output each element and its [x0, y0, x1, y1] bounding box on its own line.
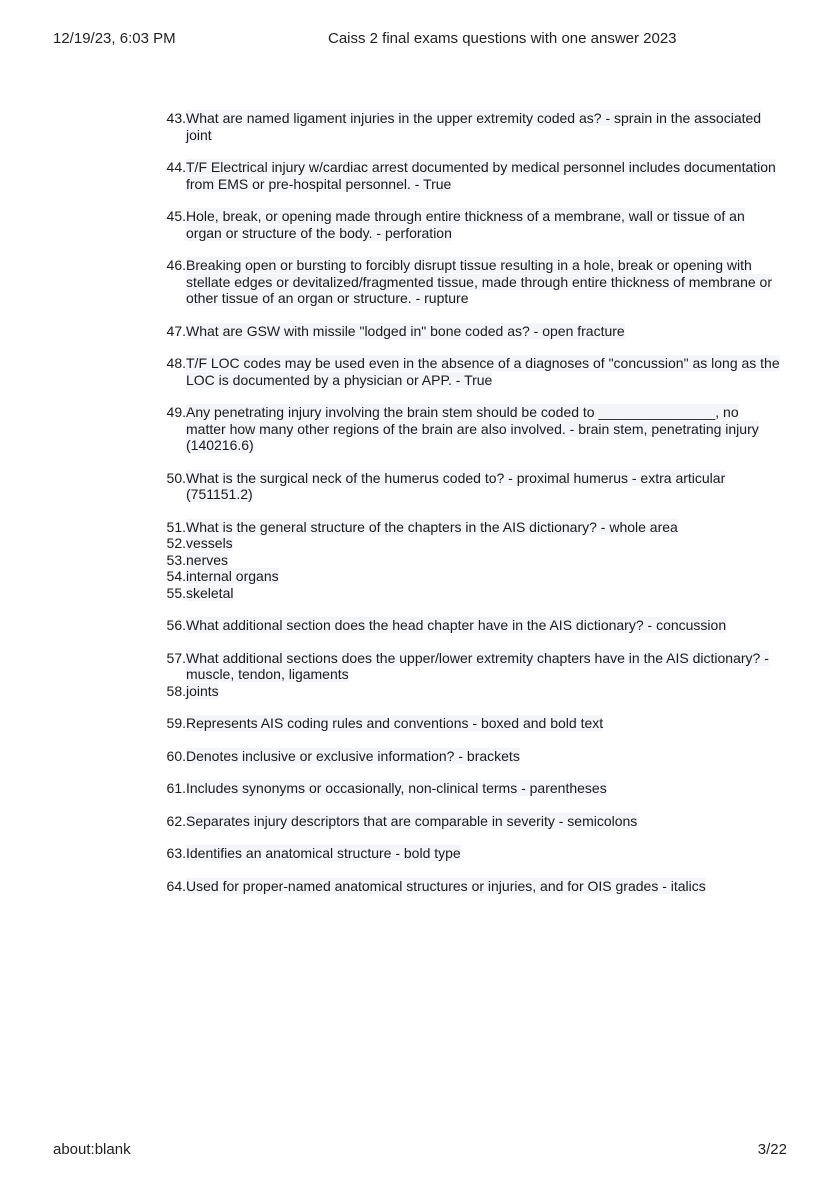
question-item — [160, 683, 780, 700]
question-item — [160, 470, 780, 503]
question-item — [160, 650, 780, 683]
print-datetime: 12/19/23, 6:03 PM — [53, 30, 176, 47]
question-item — [160, 404, 780, 454]
question-group — [160, 257, 780, 307]
question-group — [160, 470, 780, 503]
question-item — [160, 813, 780, 830]
question-group — [160, 845, 780, 862]
question-text: Breaking open or bursting to forcibly disrupt tissue resulting in a hole, break or opening with stellate edges or devitalized/fragmented tissue, made through entire thickness of membrane or other tissue of an organ or structure. - rupture — [186, 257, 772, 306]
question-group — [160, 650, 780, 700]
question-item — [160, 159, 780, 192]
question-group — [160, 748, 780, 765]
question-number: 56. — [166, 617, 186, 633]
question-group — [160, 617, 780, 634]
question-number: 54. — [166, 568, 186, 584]
question-number: 59. — [166, 715, 186, 731]
question-item — [160, 257, 780, 307]
question-number: 60. — [166, 747, 186, 764]
question-group — [160, 404, 780, 454]
question-text: Used for proper-named anatomical structures or injuries, and for OIS grades - italics — [186, 877, 706, 894]
question-text: What are GSW with missile "lodged in" bone coded as? - open fracture — [186, 322, 625, 339]
question-number: 44. — [166, 159, 186, 175]
question-text: Identifies an anatomical structure - bold type — [186, 845, 461, 861]
question-text: What is the general structure of the chapters in the AIS dictionary? - whole area — [186, 518, 678, 535]
question-number: 64. — [166, 877, 186, 894]
document-title: Caiss 2 final exams questions with one answer 2023 — [328, 30, 677, 47]
question-group — [160, 878, 780, 895]
question-number: 62. — [166, 812, 186, 829]
question-item — [160, 780, 780, 797]
question-list — [160, 110, 780, 910]
question-group — [160, 323, 780, 340]
question-item — [160, 552, 780, 569]
question-item — [160, 355, 780, 388]
question-item — [160, 617, 780, 634]
page-url: about:blank — [53, 1141, 131, 1158]
question-number: 63. — [166, 845, 186, 861]
question-text: T/F LOC codes may be used even in the absence of a diagnoses of "concussion" as long as the LOC is documented by a physician or APP. - True — [186, 355, 780, 388]
question-item — [160, 519, 780, 536]
question-text: vessels — [186, 535, 233, 551]
question-item — [160, 208, 780, 241]
question-text: Any penetrating injury involving the brain stem should be coded to _______________, no matter how many other regions of the brain are also involved. - brain stem, penetrating injury (140216.6) — [186, 404, 759, 453]
question-item — [160, 585, 780, 602]
question-number: 57. — [166, 649, 186, 666]
question-text: skeletal — [186, 584, 234, 601]
question-item — [160, 715, 780, 732]
question-group — [160, 780, 780, 797]
question-number: 47. — [166, 322, 186, 339]
question-text: What is the surgical neck of the humerus coded to? - proximal humerus - extra articular (751151.2) — [186, 469, 726, 502]
question-item — [160, 323, 780, 340]
question-number: 55. — [166, 584, 186, 601]
question-item — [160, 845, 780, 862]
question-text: internal organs — [186, 568, 279, 584]
question-text: What are named ligament injuries in the upper extremity coded as? - sprain in the associated joint — [186, 110, 762, 143]
question-number: 49. — [166, 404, 186, 420]
question-text: Includes synonyms or occasionally, non-clinical terms - parentheses — [186, 780, 607, 796]
question-number: 58. — [166, 682, 186, 699]
question-item — [160, 568, 780, 585]
question-item — [160, 748, 780, 765]
question-group — [160, 715, 780, 732]
question-group — [160, 813, 780, 830]
question-item — [160, 878, 780, 895]
question-number: 51. — [166, 518, 186, 535]
question-number: 45. — [166, 208, 186, 224]
question-text: nerves — [186, 551, 229, 568]
question-number: 43. — [166, 110, 186, 126]
question-text: Hole, break, or opening made through entire thickness of a membrane, wall or tissue of an organ or structure of the body. - perforation — [186, 208, 745, 241]
question-text: T/F Electrical injury w/cardiac arrest documented by medical personnel includes documentation from EMS or pre-hospital personnel. - True — [186, 159, 776, 192]
question-number: 50. — [166, 469, 186, 486]
question-item — [160, 535, 780, 552]
question-number: 61. — [166, 780, 186, 796]
question-text: Represents AIS coding rules and conventions - boxed and bold text — [186, 715, 604, 731]
question-group — [160, 519, 780, 602]
question-text: What additional section does the head chapter have in the AIS dictionary? - concussion — [186, 617, 727, 633]
page-number: 3/22 — [757, 1141, 787, 1158]
question-text: Denotes inclusive or exclusive information? - brackets — [186, 747, 520, 764]
question-number: 53. — [166, 551, 186, 568]
question-group — [160, 159, 780, 192]
question-number: 46. — [166, 257, 186, 273]
question-number: 52. — [166, 535, 186, 551]
question-number: 48. — [166, 355, 186, 371]
question-text: Separates injury descriptors that are comparable in severity - semicolons — [186, 812, 638, 829]
question-text: What additional sections does the upper/lower extremity chapters have in the AIS dictionary? - muscle, tendon, ligaments — [186, 649, 769, 682]
question-item — [160, 110, 780, 143]
question-group — [160, 110, 780, 143]
question-group — [160, 355, 780, 388]
question-group — [160, 208, 780, 241]
question-text: joints — [186, 682, 219, 699]
